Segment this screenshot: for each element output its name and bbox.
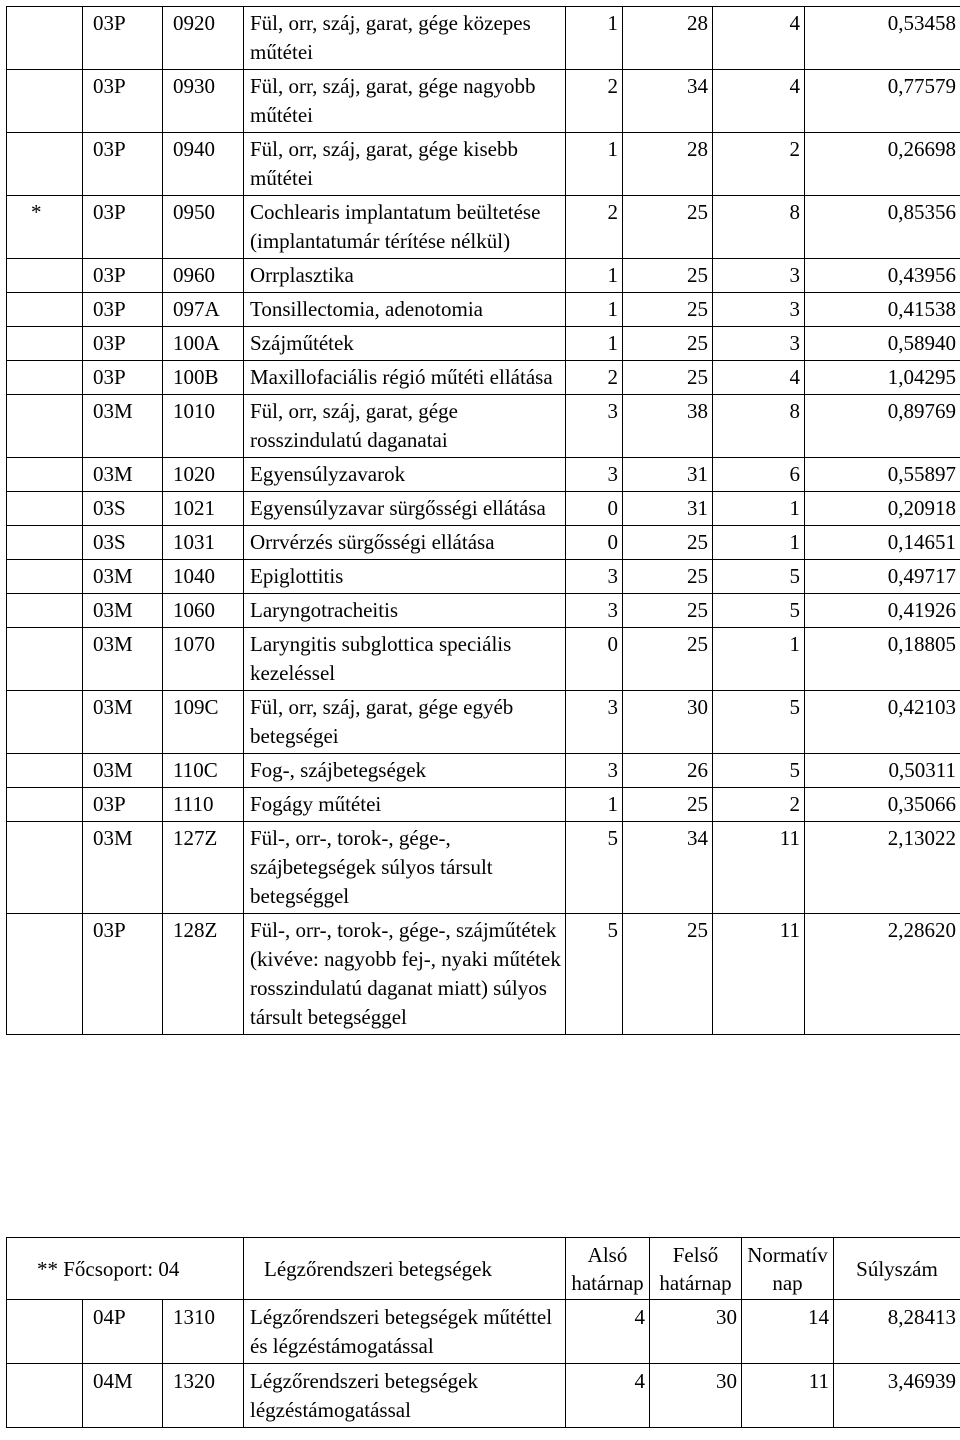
row-upper-limit: 25 (623, 293, 713, 327)
row-star-marker (7, 492, 83, 526)
row-normative-days: 14 (742, 1300, 834, 1364)
row-upper-limit: 34 (623, 70, 713, 133)
table-row (7, 293, 960, 327)
table-row (7, 788, 960, 822)
row-star-marker (7, 822, 83, 914)
row-group-code: 03P (83, 293, 163, 327)
row-star-marker (7, 259, 83, 293)
table-row (7, 259, 960, 293)
row-lower-limit: 1 (566, 259, 623, 293)
row-weight: 0,85356 (805, 196, 960, 259)
table-row (7, 754, 960, 788)
row-description: Fül-, orr-, torok-, gége-, szájbetegségek súlyos társult betegséggel (244, 822, 566, 914)
table-row (7, 1300, 960, 1364)
table-row (7, 822, 960, 914)
row-group-code: 03M (83, 691, 163, 754)
row-star-marker (7, 526, 83, 560)
row-drg-code: 100B (163, 361, 244, 395)
row-lower-limit: 4 (566, 1364, 650, 1428)
row-weight: 0,41538 (805, 293, 960, 327)
row-upper-limit: 30 (650, 1364, 742, 1428)
row-group-code: 03P (83, 788, 163, 822)
row-normative-days: 5 (713, 594, 805, 628)
row-lower-limit: 1 (566, 788, 623, 822)
row-group-code: 03P (83, 361, 163, 395)
table-row (7, 560, 960, 594)
table-row (7, 327, 960, 361)
row-star-marker (7, 458, 83, 492)
row-drg-code: 1110 (163, 788, 244, 822)
row-star-marker: * (7, 196, 83, 259)
row-weight: 0,53458 (805, 7, 960, 70)
row-group-code: 04M (83, 1364, 163, 1428)
row-upper-limit: 25 (623, 788, 713, 822)
row-star-marker (7, 293, 83, 327)
row-drg-code: 0960 (163, 259, 244, 293)
row-drg-code: 1021 (163, 492, 244, 526)
row-drg-code: 1060 (163, 594, 244, 628)
row-normative-days: 5 (713, 560, 805, 594)
row-group-code: 03P (83, 259, 163, 293)
row-star-marker (7, 914, 83, 1035)
row-lower-limit: 2 (566, 70, 623, 133)
col-header-norm: Normatív nap (742, 1238, 834, 1300)
row-description: Maxillofaciális régió műtéti ellátása (244, 361, 566, 395)
row-group-code: 03P (83, 327, 163, 361)
row-star-marker (7, 628, 83, 691)
row-drg-code: 1010 (163, 395, 244, 458)
row-drg-code: 0920 (163, 7, 244, 70)
table-row (7, 594, 960, 628)
row-upper-limit: 25 (623, 196, 713, 259)
col-header-also: Alsó határnap (566, 1238, 650, 1300)
row-normative-days: 3 (713, 293, 805, 327)
row-description: Fül-, orr-, torok-, gége-, szájműtétek (kivéve: nagyobb fej-, nyaki műtétek rosszindulatú daganat miatt) súlyos társult betegséggel (244, 914, 566, 1035)
section-header-row (7, 1238, 960, 1300)
row-drg-code: 128Z (163, 914, 244, 1035)
row-star-marker (7, 395, 83, 458)
row-weight: 0,14651 (805, 526, 960, 560)
row-upper-limit: 25 (623, 259, 713, 293)
table-row (7, 492, 960, 526)
row-normative-days: 2 (713, 133, 805, 196)
row-star-marker (7, 361, 83, 395)
row-lower-limit: 3 (566, 691, 623, 754)
row-normative-days: 4 (713, 361, 805, 395)
row-lower-limit: 3 (566, 560, 623, 594)
table-row (7, 458, 960, 492)
table-row (7, 361, 960, 395)
row-description: Laryngitis subglottica speciális kezeléssel (244, 628, 566, 691)
row-drg-code: 100A (163, 327, 244, 361)
row-lower-limit: 4 (566, 1300, 650, 1364)
row-normative-days: 11 (713, 822, 805, 914)
drg-table-section-04 (6, 1237, 960, 1428)
row-weight: 0,77579 (805, 70, 960, 133)
row-lower-limit: 3 (566, 395, 623, 458)
row-lower-limit: 2 (566, 361, 623, 395)
row-weight: 0,18805 (805, 628, 960, 691)
col-header-felso: Felső határnap (650, 1238, 742, 1300)
row-weight: 0,41926 (805, 594, 960, 628)
row-lower-limit: 0 (566, 628, 623, 691)
row-description: Fog-, szájbetegségek (244, 754, 566, 788)
table-row (7, 7, 960, 70)
row-upper-limit: 28 (623, 133, 713, 196)
row-drg-code: 109C (163, 691, 244, 754)
row-weight: 2,28620 (805, 914, 960, 1035)
table-row (7, 628, 960, 691)
row-normative-days: 2 (713, 788, 805, 822)
row-upper-limit: 30 (623, 691, 713, 754)
row-lower-limit: 1 (566, 7, 623, 70)
row-normative-days: 1 (713, 492, 805, 526)
row-drg-code: 0940 (163, 133, 244, 196)
row-drg-code: 1320 (163, 1364, 244, 1428)
row-star-marker (7, 327, 83, 361)
row-weight: 0,26698 (805, 133, 960, 196)
row-group-code: 03M (83, 822, 163, 914)
row-group-code: 03S (83, 492, 163, 526)
row-description: Fül, orr, száj, garat, gége nagyobb műtétei (244, 70, 566, 133)
table-row (7, 1364, 960, 1428)
row-upper-limit: 34 (623, 822, 713, 914)
row-drg-code: 097A (163, 293, 244, 327)
row-star-marker (7, 594, 83, 628)
row-group-code: 03P (83, 914, 163, 1035)
row-normative-days: 3 (713, 327, 805, 361)
row-lower-limit: 5 (566, 822, 623, 914)
drg-table-section-03 (6, 6, 960, 1035)
row-group-code: 03P (83, 70, 163, 133)
row-lower-limit: 3 (566, 458, 623, 492)
row-star-marker (7, 560, 83, 594)
table-row (7, 196, 960, 259)
row-drg-code: 0950 (163, 196, 244, 259)
row-star-marker (7, 133, 83, 196)
row-weight: 0,35066 (805, 788, 960, 822)
row-description: Egyensúlyzavar sürgősségi ellátása (244, 492, 566, 526)
row-description: Orrvérzés sürgősségi ellátása (244, 526, 566, 560)
row-drg-code: 1031 (163, 526, 244, 560)
row-weight: 0,89769 (805, 395, 960, 458)
row-star-marker (7, 1364, 83, 1428)
row-group-code: 03M (83, 594, 163, 628)
row-upper-limit: 31 (623, 458, 713, 492)
row-group-code: 03M (83, 458, 163, 492)
row-description: Cochlearis implantatum beültetése (implantatumár térítése nélkül) (244, 196, 566, 259)
col-header-suly: Súlyszám (834, 1238, 960, 1300)
row-normative-days: 8 (713, 196, 805, 259)
row-lower-limit: 1 (566, 293, 623, 327)
row-description: Fül, orr, száj, garat, gége közepes műtétei (244, 7, 566, 70)
row-description: Fogágy műtétei (244, 788, 566, 822)
row-normative-days: 1 (713, 526, 805, 560)
row-star-marker (7, 788, 83, 822)
row-weight: 2,13022 (805, 822, 960, 914)
row-lower-limit: 3 (566, 594, 623, 628)
table-row (7, 70, 960, 133)
row-weight: 1,04295 (805, 361, 960, 395)
row-description: Fül, orr, száj, garat, gége egyéb betegségei (244, 691, 566, 754)
row-drg-code: 1040 (163, 560, 244, 594)
row-upper-limit: 25 (623, 914, 713, 1035)
row-description: Tonsillectomia, adenotomia (244, 293, 566, 327)
row-description: Fül, orr, száj, garat, gége rosszindulatú daganatai (244, 395, 566, 458)
row-description: Fül, orr, száj, garat, gége kisebb műtétei (244, 133, 566, 196)
table-row (7, 914, 960, 1035)
row-weight: 3,46939 (834, 1364, 960, 1428)
row-lower-limit: 5 (566, 914, 623, 1035)
row-star-marker (7, 7, 83, 70)
row-upper-limit: 30 (650, 1300, 742, 1364)
row-weight: 8,28413 (834, 1300, 960, 1364)
row-description: Epiglottitis (244, 560, 566, 594)
table-row (7, 133, 960, 196)
row-normative-days: 11 (713, 914, 805, 1035)
row-lower-limit: 3 (566, 754, 623, 788)
table-row (7, 395, 960, 458)
table-row (7, 691, 960, 754)
main-group-title: Légzőrendszeri betegségek (244, 1238, 566, 1300)
row-lower-limit: 2 (566, 196, 623, 259)
row-group-code: 03P (83, 7, 163, 70)
row-upper-limit: 25 (623, 361, 713, 395)
row-upper-limit: 31 (623, 492, 713, 526)
row-group-code: 03M (83, 754, 163, 788)
row-group-code: 03P (83, 133, 163, 196)
row-drg-code: 1310 (163, 1300, 244, 1364)
row-lower-limit: 0 (566, 492, 623, 526)
row-group-code: 03P (83, 196, 163, 259)
row-star-marker (7, 70, 83, 133)
row-drg-code: 1020 (163, 458, 244, 492)
row-upper-limit: 25 (623, 628, 713, 691)
row-upper-limit: 25 (623, 526, 713, 560)
row-group-code: 03S (83, 526, 163, 560)
row-group-code: 04P (83, 1300, 163, 1364)
row-upper-limit: 38 (623, 395, 713, 458)
row-normative-days: 3 (713, 259, 805, 293)
row-group-code: 03M (83, 560, 163, 594)
row-drg-code: 127Z (163, 822, 244, 914)
row-weight: 0,55897 (805, 458, 960, 492)
table-row (7, 526, 960, 560)
row-star-marker (7, 1300, 83, 1364)
row-normative-days: 5 (713, 754, 805, 788)
row-description: Légzőrendszeri betegségek műtéttel és légzéstámogatással (244, 1300, 566, 1364)
row-weight: 0,50311 (805, 754, 960, 788)
row-lower-limit: 0 (566, 526, 623, 560)
row-normative-days: 6 (713, 458, 805, 492)
row-upper-limit: 28 (623, 7, 713, 70)
row-star-marker (7, 754, 83, 788)
row-upper-limit: 25 (623, 594, 713, 628)
row-group-code: 03M (83, 395, 163, 458)
row-description: Szájműtétek (244, 327, 566, 361)
row-description: Laryngotracheitis (244, 594, 566, 628)
row-description: Egyensúlyzavarok (244, 458, 566, 492)
row-group-code: 03M (83, 628, 163, 691)
row-drg-code: 0930 (163, 70, 244, 133)
row-description: Légzőrendszeri betegségek légzéstámogatással (244, 1364, 566, 1428)
row-weight: 0,58940 (805, 327, 960, 361)
row-upper-limit: 26 (623, 754, 713, 788)
row-normative-days: 4 (713, 7, 805, 70)
main-group-label: ** Főcsoport: 04 (7, 1238, 244, 1300)
row-normative-days: 4 (713, 70, 805, 133)
row-weight: 0,43956 (805, 259, 960, 293)
row-normative-days: 1 (713, 628, 805, 691)
row-normative-days: 8 (713, 395, 805, 458)
row-normative-days: 11 (742, 1364, 834, 1428)
row-normative-days: 5 (713, 691, 805, 754)
row-lower-limit: 1 (566, 327, 623, 361)
row-upper-limit: 25 (623, 560, 713, 594)
row-drg-code: 110C (163, 754, 244, 788)
row-upper-limit: 25 (623, 327, 713, 361)
row-weight: 0,20918 (805, 492, 960, 526)
row-weight: 0,49717 (805, 560, 960, 594)
row-star-marker (7, 691, 83, 754)
row-drg-code: 1070 (163, 628, 244, 691)
row-lower-limit: 1 (566, 133, 623, 196)
row-weight: 0,42103 (805, 691, 960, 754)
row-description: Orrplasztika (244, 259, 566, 293)
